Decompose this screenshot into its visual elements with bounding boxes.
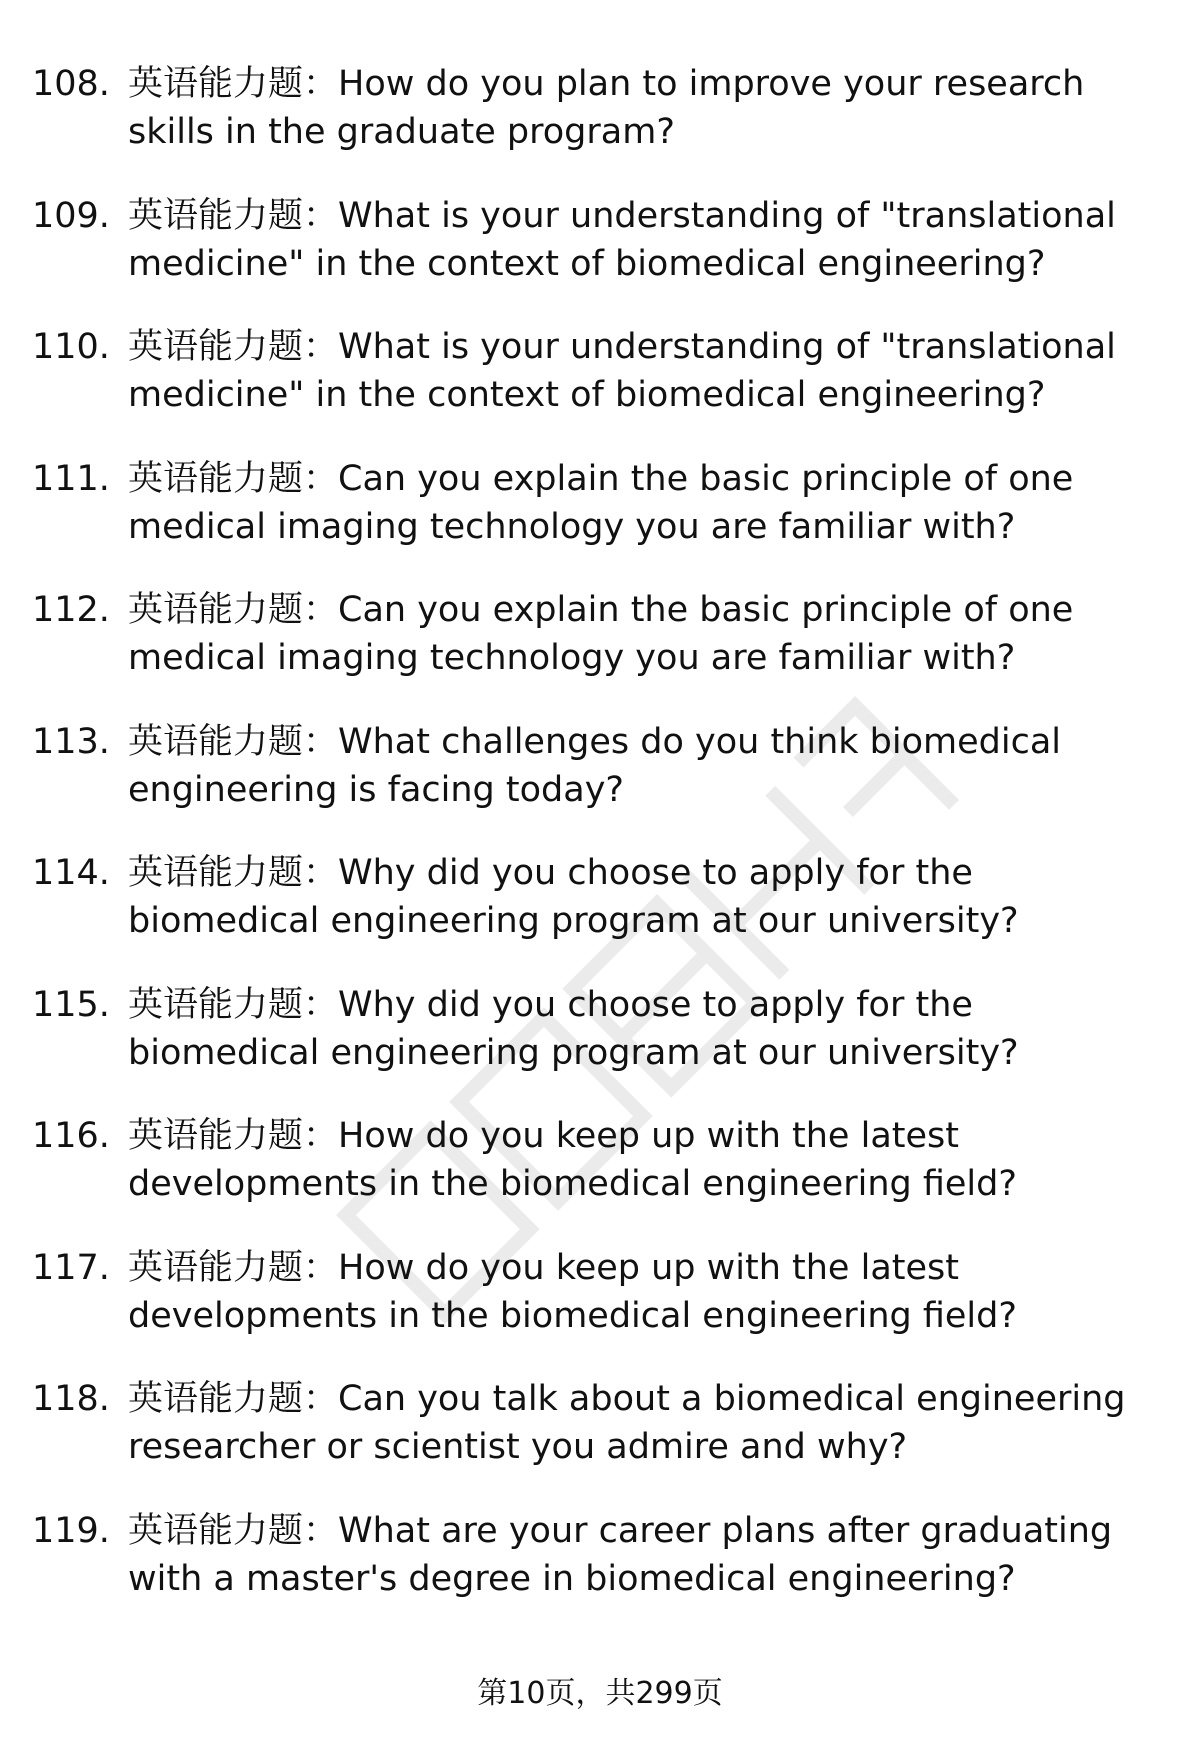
question-text: What is your understanding of "translational medicine" in the context of biomedical engineering?	[128, 195, 1116, 284]
question-text-block	[128, 455, 1138, 551]
question-item	[32, 192, 1182, 324]
question-number: 109.	[32, 195, 110, 236]
question-category: 英语能力题：	[128, 984, 339, 1025]
question-item	[32, 1244, 1182, 1376]
question-category: 英语能力题：	[128, 590, 339, 630]
question-category: 英语能力题：	[128, 1116, 339, 1156]
question-text: Can you explain the basic principle of one medical imaging technology you are familiar with?	[128, 590, 1074, 678]
question-list	[32, 60, 1182, 1638]
question-category: 英语能力题：	[128, 195, 339, 236]
question-number: 114.	[32, 853, 110, 893]
question-item	[32, 981, 1182, 1113]
question-item	[32, 718, 1182, 850]
question-text-block	[128, 1375, 1138, 1471]
question-number: 113.	[32, 721, 110, 762]
question-text-block	[128, 981, 1138, 1077]
question-text: How do you keep up with the latest developments in the biomedical engineering field?	[128, 1247, 1017, 1336]
question-text: Why did you choose to apply for the biomedical engineering program at our university?	[128, 984, 1019, 1073]
question-text: What challenges do you think biomedical engineering is facing today?	[128, 721, 1061, 810]
question-category: 英语能力题：	[128, 1247, 339, 1288]
question-text-block	[128, 718, 1138, 814]
question-number: 112.	[32, 590, 110, 630]
question-text: What is your understanding of "translational medicine" in the context of biomedical engineering?	[128, 327, 1116, 415]
question-category: 英语能力题：	[128, 853, 339, 893]
question-text: Can you talk about a biomedical engineering researcher or scientist you admire and why?	[128, 1379, 1126, 1467]
page-counter: 第10页，共299页	[477, 1676, 723, 1711]
question-number: 108.	[32, 64, 110, 104]
question-number: 116.	[32, 1116, 110, 1156]
question-item	[32, 1375, 1182, 1507]
question-text-block	[128, 1244, 1138, 1340]
question-text-block	[128, 586, 1138, 682]
question-number: 119.	[32, 1510, 110, 1551]
question-item	[32, 60, 1182, 192]
question-item	[32, 849, 1182, 981]
question-number: 115.	[32, 984, 110, 1025]
question-item	[32, 1507, 1182, 1639]
question-item	[32, 1112, 1182, 1244]
question-text: How do you plan to improve your research skills in the graduate program?	[128, 64, 1085, 152]
question-text-block	[128, 323, 1138, 419]
question-text: What are your career plans after graduating with a master's degree in biomedical engineering?	[128, 1510, 1113, 1599]
question-category: 英语能力题：	[128, 1510, 339, 1551]
question-number: 110.	[32, 327, 110, 367]
question-number: 111.	[32, 458, 110, 499]
question-text: Can you explain the basic principle of one medical imaging technology you are familiar with?	[128, 458, 1074, 547]
question-category: 英语能力题：	[128, 64, 339, 104]
question-category: 英语能力题：	[128, 721, 339, 762]
question-number: 117.	[32, 1247, 110, 1288]
question-text-block	[128, 1507, 1138, 1603]
question-text: Why did you choose to apply for the biomedical engineering program at our university?	[128, 853, 1019, 941]
question-category: 英语能力题：	[128, 458, 339, 499]
question-number: 118.	[32, 1379, 110, 1419]
question-category: 英语能力题：	[128, 327, 339, 367]
question-text-block	[128, 1112, 1138, 1208]
question-item	[32, 455, 1182, 587]
question-text-block	[128, 849, 1138, 945]
question-item	[32, 586, 1182, 718]
question-text-block	[128, 60, 1138, 156]
question-text-block	[128, 192, 1138, 288]
question-category: 英语能力题：	[128, 1379, 339, 1419]
question-text: How do you keep up with the latest developments in the biomedical engineering field?	[128, 1116, 1017, 1204]
question-item	[32, 323, 1182, 455]
